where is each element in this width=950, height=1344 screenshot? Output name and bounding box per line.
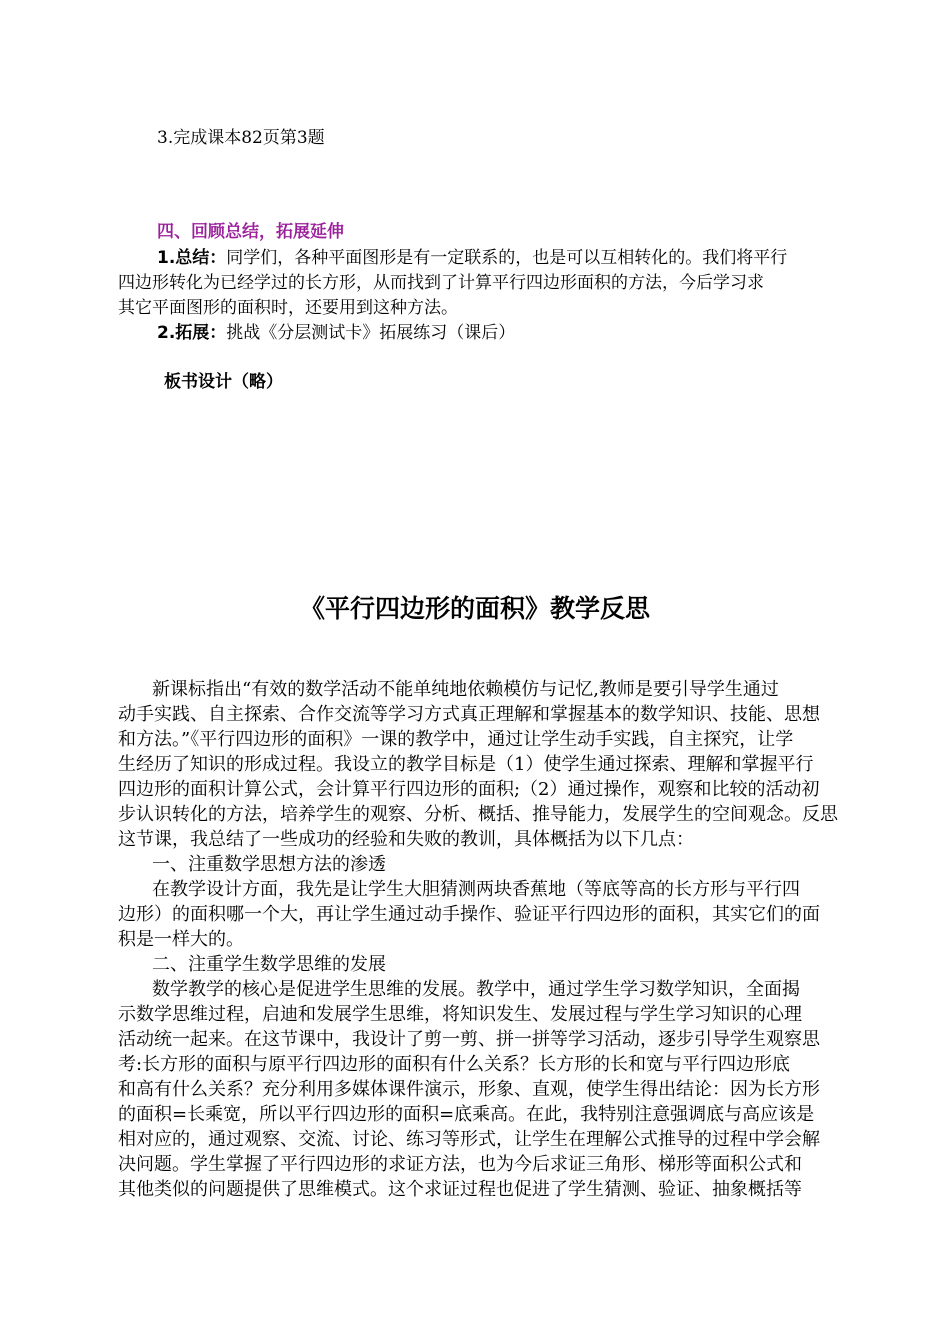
reflection-line: 四边形的面积计算公式，会计算平行四边形的面积;（2）通过操作，观察和比较的活动初 [118, 779, 820, 800]
reflection-line: 和高有什么关系？充分利用多媒体课件演示，形象、直观，使学生得出结论：因为长方形 [118, 1079, 820, 1100]
reflection-line: 示数学思维过程，启迪和发展学生思维，将知识发生、发展过程与学生学习知识的心理 [118, 1004, 802, 1025]
section-heading: 四、回顾总结，拓展延伸 [157, 222, 344, 242]
subheading-1: 一、注重数学思想方法的渗透 [152, 854, 386, 875]
summary-label: 1.总结： [157, 248, 227, 268]
reflection-line: 考:长方形的面积与原平行四边形的面积有什么关系？长方形的长和宽与平行四边形底 [118, 1054, 791, 1075]
reflection-line: 相对应的，通过观察、交流、讨论、练习等形式，让学生在理解公式推导的过程中学会解 [118, 1129, 820, 1150]
reflection-line: 生经历了知识的形成过程。我设立的教学目标是（1）使学生通过探索、理解和掌握平行 [118, 754, 814, 775]
summary-paragraph-line-3: 其它平面图形的面积时，还要用到这种方法。 [118, 298, 458, 318]
exercise-item-3: 3.完成课本82页第3题 [157, 128, 325, 148]
page-title: 《平行四边形的面积》教学反思 [299, 594, 650, 623]
reflection-line: 边形）的面积哪一个大，再让学生通过动手操作、验证平行四边形的面积，其实它们的面 [118, 904, 820, 925]
reflection-line: 积是一样大的。 [118, 929, 244, 950]
reflection-line: 数学教学的核心是促进学生思维的发展。教学中，通过学生学习数学知识，全面揭 [152, 979, 800, 1000]
board-design-note: 板书设计（略） [164, 372, 283, 392]
reflection-line: 和方法。”《平行四边形的面积》一课的教学中，通过让学生动手实践，自主探究，让学 [118, 729, 794, 750]
extend-paragraph [157, 321, 515, 345]
reflection-line: 动手实践、自主探索、合作交流等学习方式真正理解和掌握基本的数学知识、技能、思想 [118, 704, 820, 725]
reflection-line: 这节课，我总结了一些成功的经验和失败的教训，具体概括为以下几点： [118, 829, 694, 850]
extend-text: 挑战《分层测试卡》拓展练习（课后） [226, 323, 516, 343]
summary-text-1: 同学们，各种平面图形是有一定联系的，也是可以互相转化的。我们将平行 [226, 248, 788, 268]
reflection-line: 活动统一起来。在这节课中，我设计了剪一剪、拼一拼等学习活动，逐步引导学生观察思 [118, 1029, 820, 1050]
summary-paragraph-line-2: 四边形转化为已经学过的长方形，从而找到了计算平行四边形面积的方法，今后学习求 [118, 273, 764, 293]
reflection-line: 决问题。学生掌握了平行四边形的求证方法，也为今后求证三角形、梯形等面积公式和 [118, 1154, 802, 1175]
reflection-line: 步认识转化的方法，培养学生的观察、分析、概括、推导能力，发展学生的空间观念。反思 [118, 804, 838, 825]
reflection-line: 其他类似的问题提供了思维模式。这个求证过程也促进了学生猜测、验证、抽象概括等 [118, 1179, 802, 1200]
reflection-line: 新课标指出“有效的数学活动不能单纯地依赖模仿与记忆,教师是要引导学生通过 [152, 679, 779, 700]
reflection-line: 在教学设计方面，我先是让学生大胆猜测两块香蕉地（等底等高的长方形与平行四 [152, 879, 800, 900]
extend-label: 2.拓展： [157, 323, 227, 343]
subheading-2: 二、注重学生数学思维的发展 [152, 954, 386, 975]
summary-paragraph-line-1 [157, 246, 787, 270]
reflection-line: 的面积=长乘宽，所以平行四边形的面积=底乘高。在此，我特别注意强调底与高应该是 [118, 1104, 815, 1125]
